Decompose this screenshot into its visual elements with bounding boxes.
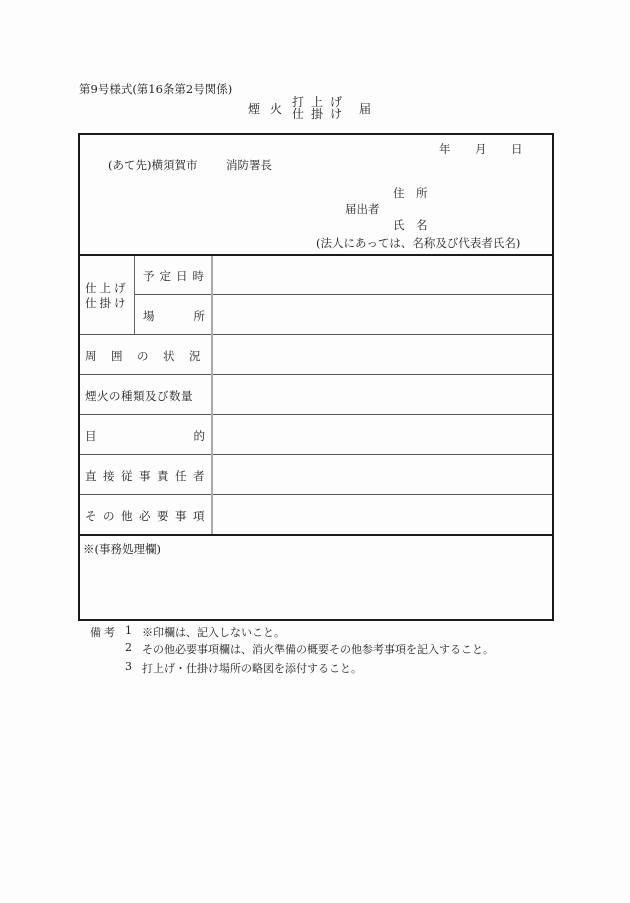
place-char-2: 所 xyxy=(193,309,205,323)
title-char: 届 xyxy=(359,101,372,116)
office-use-field xyxy=(80,556,550,616)
title-char: 火 xyxy=(270,101,283,116)
note-number: 3 xyxy=(125,660,132,673)
divider xyxy=(80,534,552,536)
notes-heading: 備考 xyxy=(90,626,118,639)
title-stack xyxy=(292,96,349,120)
addressee: (あて先)横須賀市 xyxy=(108,158,198,172)
purpose-char-1: 目 xyxy=(85,429,97,443)
row-label-surroundings: 周囲の状況 xyxy=(85,349,215,363)
note-text: ※印欄は、記入しないこと。 xyxy=(142,626,285,639)
note-text: 打上げ・仕掛け場所の略図を添付すること。 xyxy=(142,662,362,675)
date-year-label: 年 xyxy=(439,142,451,156)
row-label-purpose xyxy=(85,428,205,444)
applicant-label: 届出者 xyxy=(345,202,380,216)
group-label-line1: 仕上げ xyxy=(85,281,129,295)
value-fireworks-type-quantity[interactable] xyxy=(214,375,550,414)
title-char: 煙 xyxy=(248,101,261,116)
note-text: その他必要事項欄は、消火準備の概要その他参考事項を記入すること。 xyxy=(142,643,494,656)
value-purpose[interactable] xyxy=(214,415,550,454)
place-char-1: 場 xyxy=(143,309,155,323)
row-label-scheduled-datetime: 予定日時 xyxy=(143,269,209,283)
date-month-label: 月 xyxy=(475,142,487,156)
title-stack-top: 打上げ xyxy=(292,95,350,109)
group-label-line2: 仕掛け xyxy=(85,296,129,310)
date-day-label: 日 xyxy=(511,142,523,156)
form-number: 第9号様式(第16条第2号関係) xyxy=(79,82,233,96)
row-label-responsible-person: 直接従事責任者 xyxy=(85,469,211,483)
row-label-fireworks-type-quantity: 煙火の種類及び数量 xyxy=(85,389,193,403)
purpose-char-2: 的 xyxy=(193,429,205,443)
note-number: 2 xyxy=(125,641,132,654)
title-stack-bottom: 仕掛け xyxy=(292,107,350,121)
note-number: 1 xyxy=(125,624,132,637)
name-note: (法人にあっては、名称及び代表者氏名) xyxy=(316,236,521,250)
value-surroundings[interactable] xyxy=(214,335,550,374)
row-label-place xyxy=(143,308,205,324)
row-label-other-items: その他必要事項 xyxy=(85,509,211,523)
office-use-label: ※(事務処理欄) xyxy=(83,542,161,556)
value-scheduled-datetime[interactable] xyxy=(214,256,550,294)
column-divider xyxy=(134,256,135,334)
value-responsible-person[interactable] xyxy=(214,455,550,494)
document-title xyxy=(248,96,371,120)
value-place[interactable] xyxy=(214,295,550,334)
name-label: 氏 名 xyxy=(393,218,428,232)
column-divider xyxy=(211,256,213,534)
addressee-title: 消防署長 xyxy=(226,158,272,172)
address-label: 住 所 xyxy=(393,186,428,200)
value-other-items[interactable] xyxy=(214,495,550,534)
